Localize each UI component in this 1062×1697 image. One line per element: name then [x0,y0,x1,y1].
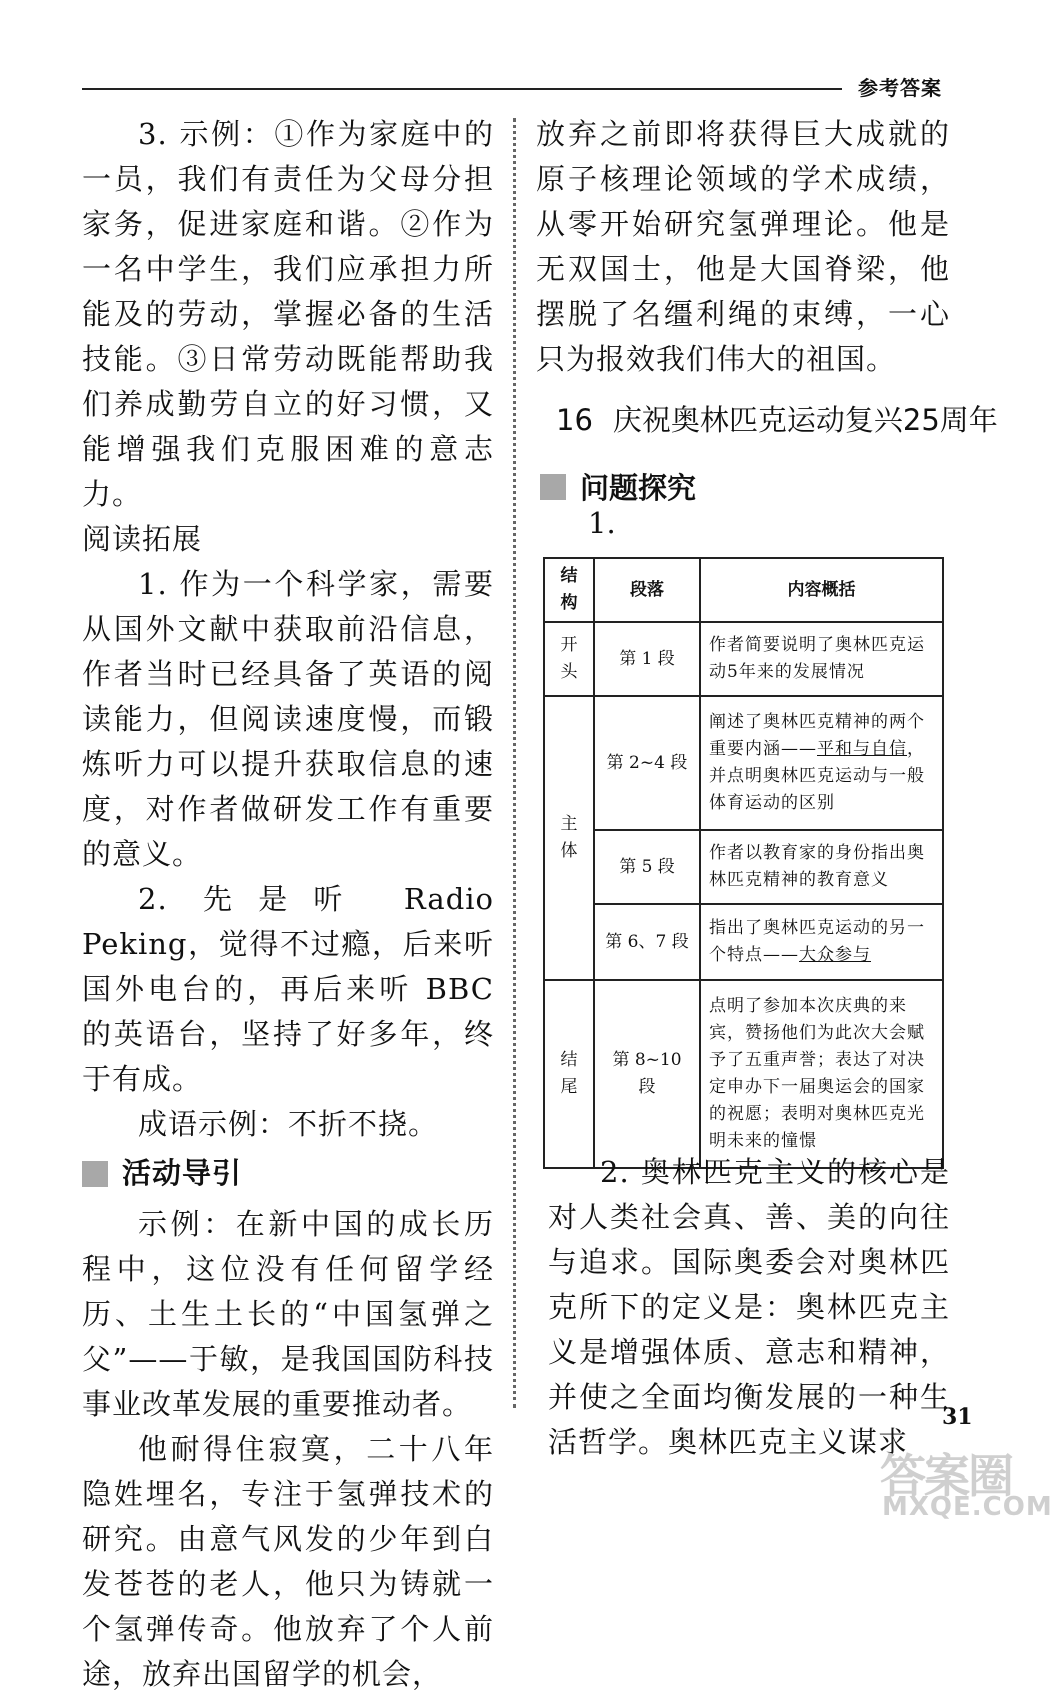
table-row [544,696,943,830]
square-bullet-icon [82,1161,108,1187]
underlined-keyword: 大众参与 [799,945,871,965]
page-number: 31 [942,1404,973,1430]
answer-paragraph: 放弃之前即将获得巨大成就的原子核理论领域的学术成绩，从零开始研究氢弹理论。他是无双国士，他是大国脊梁，他摆脱了名缰利绳的束缚，一心只为报效我们伟大的祖国。 [536,117,950,376]
chapter-title [556,398,998,439]
header-rule [82,88,842,90]
answer-paragraph: 2. 先是听 Radio Peking，觉得不过瘾，后来听国外电台的，再后来听 BBC 的英语台，坚持了好多年，终于有成。 [82,882,494,1096]
table-row [544,830,943,904]
answer-paragraph: 成语示例：不折不挠。 [138,1107,439,1141]
table-header: 内容概括 [700,558,943,622]
watermark-url: MXQE.COM [882,1492,1053,1522]
answer-paragraph: 2. 奥林匹克主义的核心是对人类社会真、善、美的向往与追求。国际奥委会对奥林匹克所下的定义是：奥林匹克主义是增强体质、意志和精神，并使之全面均衡发展的一种生活哲学。奥林匹克主义谋求 [548,1155,950,1459]
structure-table [543,557,944,1169]
table-header: 结构 [544,558,594,622]
chapter-number: 16 [556,403,593,437]
section-heading-label: 问题探究 [580,471,697,505]
answer-paragraph: 他耐得住寂寞，二十八年隐姓埋名，专注于氢弹技术的研究。由意气风发的少年到白发苍苍的老人，他只为铸就一个氢弹传奇。他放弃了个人前途，放弃出国留学的机会， [82,1432,494,1691]
table-header: 段落 [594,558,700,622]
header-title: 参考答案 [858,76,942,100]
chapter-name: 庆祝奥林匹克运动复兴25周年 [612,403,998,437]
summary-cell: 点明了参加本次庆典的来宾，赞扬他们为此次大会赋予了五重声誉；表达了对决定申办下一届奥运会的国家的祝愿；表明对奥林匹克光明未来的憧憬 [700,980,943,1168]
right-column-continued [548,1150,950,1465]
paragraph-cell: 第 6、7 段 [594,904,700,980]
table-row [544,622,943,696]
section-heading-activity [82,1151,494,1196]
summary-text: 指出了奥林匹克运动的另一个特点—— [709,918,925,965]
section-heading-label: 活动导引 [122,1156,243,1190]
paragraph-cell: 第 8~10 段 [594,980,700,1168]
summary-cell: 作者简要说明了奥林匹克运动5年来的发展情况 [700,622,943,696]
square-bullet-icon [540,474,566,500]
watermark-logo [880,1440,1053,1522]
paragraph-cell: 第 1 段 [594,622,700,696]
structure-cell: 结尾 [544,980,594,1168]
section-heading-reading: 阅读拓展 [82,522,203,556]
paragraph-cell: 第 2~4 段 [594,696,700,830]
paragraph-cell: 第 5 段 [594,830,700,904]
left-column [82,112,494,1697]
table-row [544,904,943,980]
underlined-keyword: 平和与自信 [817,739,907,759]
right-column [536,112,950,382]
answer-paragraph: 示例：在新中国的成长历程中，这位没有任何留学经历、土生土长的“中国氢弹之父”——于敏，是我国国防科技事业改革发展的重要推动者。 [82,1207,494,1421]
table-header-row [544,558,943,622]
column-divider [513,118,516,1408]
summary-text: 阐述了奥林匹克精神的两个重要内涵—— [709,712,925,759]
answer-paragraph: 3. 示例：①作为家庭中的一员，我们有责任为父母分担家务，促进家庭和谐。②作为一名中学生，我们应承担力所能及的劳动，掌握必备的生活技能。③日常劳动既能帮助我们养成勤劳自立的好习惯，又能增强我们克服困难的意志力。 [82,117,494,511]
answer-paragraph: 1. 作为一个科学家，需要从国外文献中获取前沿信息，作者当时已经具备了英语的阅读能力，但阅读速度慢，而锻炼听力可以提升获取信息的速度，对作者做研发工作有重要的意义。 [82,567,494,871]
watermark-text: 答案圈 [880,1449,1012,1503]
summary-cell [700,904,943,980]
structure-cell: 主体 [544,696,594,980]
structure-cell: 开头 [544,622,594,696]
item-number: 1. [588,506,616,540]
summary-cell: 作者以教育家的身份指出奥林匹克精神的教育意义 [700,830,943,904]
section-heading-inquiry [540,466,696,507]
summary-cell [700,696,943,830]
table-row [544,980,943,1168]
summary-text: ，并点明奥林匹克运动与一般体育运动的区别 [709,739,925,813]
